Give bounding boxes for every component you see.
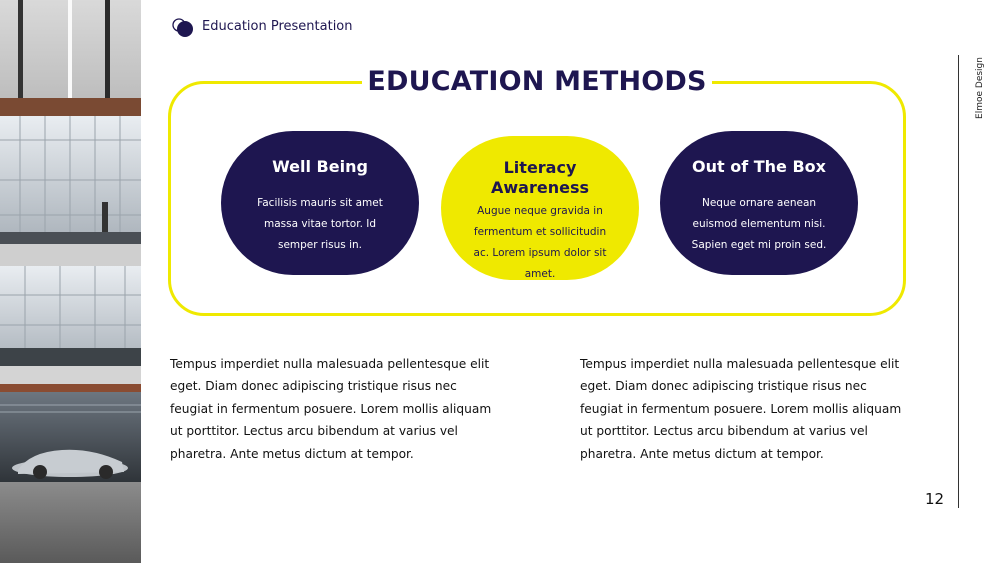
body-paragraph-right: Tempus imperdiet nulla malesuada pellentesque elit eget. Diam donec adipiscing tristique risus nec feugiat in fermentum posuere. Lorem mollis aliquam ut porttitor. Lectus arcu bibendum at varius vel pharetra. Ante metus dictum at tempor. — [580, 357, 902, 461]
page-number: 12 — [925, 490, 945, 508]
method-body: Neque ornare aenean euismod elementum nisi. Sapien eget mi proin sed. — [691, 197, 827, 251]
slide-title: EDUCATION METHODS — [362, 62, 712, 102]
method-card-literacy-awareness — [441, 136, 639, 280]
presentation-title: Education Presentation — [202, 19, 353, 34]
body-paragraph-left: Tempus imperdiet nulla malesuada pellentesque elit eget. Diam donec adipiscing tristique risus nec feugiat in fermentum posuere. Lorem mollis aliquam ut porttitor. Lectus arcu bibendum at varius vel pharetra. Ante metus dictum at tempor. — [170, 357, 492, 461]
method-title: Out of The Box — [692, 157, 826, 176]
method-title: Literacy Awareness — [491, 158, 589, 197]
logo-icon — [172, 18, 194, 38]
building-interior-image — [0, 0, 141, 563]
side-divider — [958, 55, 959, 508]
method-body: Augue neque gravida in fermentum et sollicitudin ac. Lorem ipsum dolor sit amet. — [473, 205, 607, 280]
method-card-well-being — [221, 131, 419, 275]
method-title: Well Being — [272, 157, 368, 176]
method-card-out-of-the-box — [660, 131, 858, 275]
building-interior-photo — [0, 0, 141, 563]
brand-label: Elmoe Design — [975, 57, 985, 119]
method-body: Facilisis mauris sit amet massa vitae tortor. Id semper risus in. — [257, 197, 383, 251]
